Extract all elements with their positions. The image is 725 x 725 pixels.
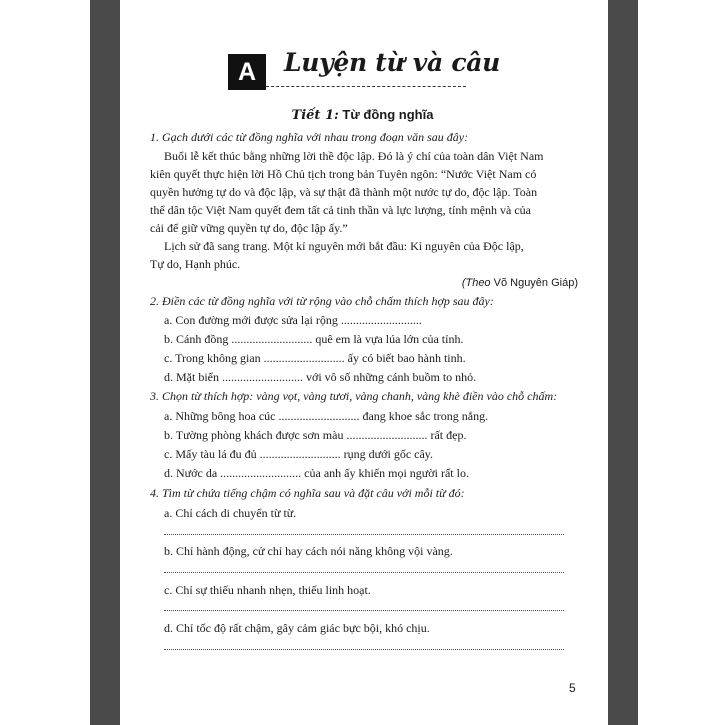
title-underline bbox=[266, 86, 466, 87]
question-4-item-a: a. Chỉ cách di chuyển từ từ. bbox=[164, 506, 297, 520]
page-number: 5 bbox=[569, 681, 576, 695]
question-2-item-d: d. Mặt biển ........................... với vô số những cánh buồm to nhỏ. bbox=[164, 370, 477, 384]
question-2-item-b: b. Cánh đồng ........................... quê em là vựa lúa lớn của tỉnh. bbox=[164, 332, 464, 346]
section-badge: A bbox=[228, 54, 266, 90]
question-1-prompt: 1. Gạch dưới các từ đồng nghĩa với nhau trong đoạn văn sau đây: bbox=[150, 130, 469, 144]
question-4-item-c: c. Chỉ sự thiếu nhanh nhẹn, thiếu linh hoạt. bbox=[164, 583, 371, 597]
question-4-item-b: b. Chỉ hành động, cử chỉ hay cách nói năng không vội vàng. bbox=[164, 544, 453, 558]
lesson-title bbox=[0, 107, 725, 123]
question-2-prompt: 2. Điền các từ đồng nghĩa với từ rộng vào chỗ chấm thích hợp sau đây: bbox=[150, 294, 494, 308]
passage-line: thể dân tộc Việt Nam quyết đem tất cả tinh thần và lực lượng, tính mệnh và của bbox=[150, 203, 531, 217]
answer-line[interactable] bbox=[164, 610, 564, 611]
question-2-item-c: c. Trong không gian ........................... ấy có biết bao hành tinh. bbox=[164, 351, 466, 365]
passage-source bbox=[462, 275, 578, 292]
answer-line[interactable] bbox=[164, 572, 564, 573]
section-title: Luyện từ và câu bbox=[284, 48, 501, 77]
passage-line: kiên quyết thực hiện lời Hồ Chủ tịch trong bản Tuyên ngôn: “Nước Việt Nam có bbox=[150, 167, 537, 181]
passage-line: Tự do, Hạnh phúc. bbox=[150, 257, 241, 271]
source-author: Võ Nguyên Giáp) bbox=[490, 277, 578, 289]
question-3-prompt: 3. Chọn từ thích hợp: vàng vọt, vàng tươi, vàng chanh, vàng khè điền vào chỗ chấm: bbox=[150, 389, 558, 403]
source-lead: (Theo bbox=[461, 277, 491, 289]
answer-line[interactable] bbox=[164, 649, 564, 650]
passage-line: quyền hưởng tự do và độc lập, và sự thật đã thành một nước tự do, độc lập. Toàn bbox=[150, 185, 538, 199]
passage-line: Buổi lễ kết thúc bằng những lời thề độc lập. Đó là ý chí của toàn dân Việt Nam bbox=[164, 149, 544, 163]
lesson-name: Từ đồng nghĩa bbox=[338, 107, 434, 122]
passage-line: cải để giữ vững quyền tự do, độc lập ấy.” bbox=[150, 221, 348, 235]
passage-line: Lịch sử đã sang trang. Một kỉ nguyên mới bắt đầu: Kỉ nguyên của Độc lập, bbox=[164, 239, 524, 253]
question-3-item-a: a. Những bông hoa cúc ........................... đang khoe sắc trong nắng. bbox=[164, 409, 489, 423]
question-2-item-a: a. Con đường mới được sửa lại rộng ........................... bbox=[164, 313, 422, 327]
question-3-item-c: c. Mấy tàu lá đu đủ ........................... rụng dưới gốc cây. bbox=[164, 447, 434, 461]
lesson-number: Tiết 1: bbox=[291, 108, 339, 123]
question-3-item-b: b. Tường phòng khách được sơn màu ........................... rất đẹp. bbox=[164, 428, 467, 442]
question-4-prompt: 4. Tìm từ chứa tiếng chậm có nghĩa sau và đặt câu với mỗi từ đó: bbox=[150, 486, 465, 500]
question-4-item-d: d. Chỉ tốc độ rất chậm, gây cảm giác bực bội, khó chịu. bbox=[164, 621, 430, 635]
answer-line[interactable] bbox=[164, 534, 564, 535]
question-3-item-d: d. Nước da ........................... của anh ấy khiến mọi người rất lo. bbox=[164, 466, 469, 480]
